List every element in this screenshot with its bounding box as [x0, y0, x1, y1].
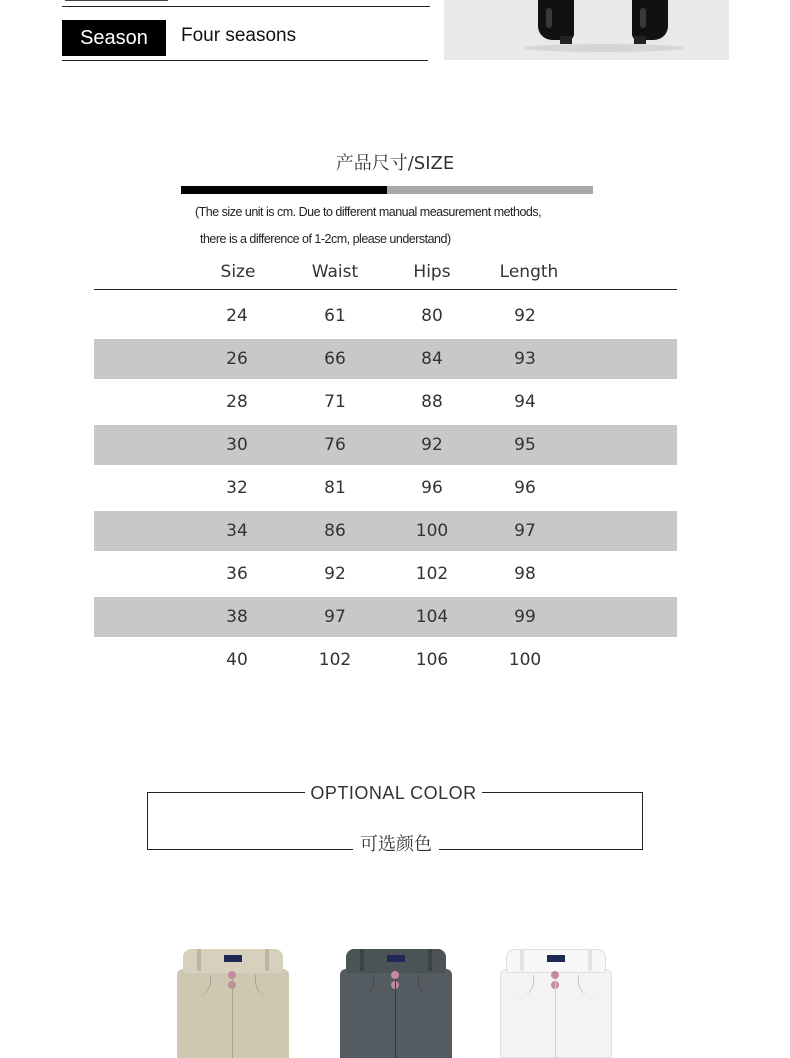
- boots-photo: [444, 0, 729, 60]
- table-row: [94, 554, 677, 594]
- column-header-hips: Hips: [413, 262, 451, 282]
- cell-length: 93: [514, 349, 536, 369]
- cell-size: 38: [226, 607, 248, 627]
- cell-waist: 61: [324, 306, 346, 326]
- table-row: [94, 640, 677, 680]
- table-row: [94, 468, 677, 508]
- cell-size: 30: [226, 435, 248, 455]
- cell-size: 36: [226, 564, 248, 584]
- cell-waist: 66: [324, 349, 346, 369]
- divider: [65, 0, 168, 1]
- cell-hips: 104: [415, 607, 449, 627]
- cell-hips: 88: [421, 392, 443, 412]
- season-label: Season: [62, 20, 166, 56]
- size-note-line1: (The size unit is cm. Due to different manual measurement methods,: [195, 205, 542, 219]
- size-note-line2: there is a difference of 1-2cm, please understand): [200, 232, 451, 246]
- size-note: [195, 199, 615, 253]
- brand-label: [387, 955, 405, 962]
- pants-white-image: [500, 945, 612, 1058]
- cell-length: 100: [508, 650, 542, 670]
- cell-size: 34: [226, 521, 248, 541]
- cell-hips: 100: [415, 521, 449, 541]
- table-row: [94, 339, 677, 379]
- optional-color-title: OPTIONAL COLOR: [305, 780, 482, 806]
- season-value: Four seasons: [181, 25, 297, 46]
- cell-waist: 86: [324, 521, 346, 541]
- size-table-header: [94, 258, 677, 290]
- photo-shadow: [524, 44, 684, 52]
- table-row: [94, 425, 677, 465]
- column-header-length: Length: [499, 262, 559, 282]
- pants-grey-image: [340, 945, 452, 1058]
- cell-size: 40: [226, 650, 248, 670]
- cell-length: 95: [514, 435, 536, 455]
- cell-waist: 71: [324, 392, 346, 412]
- cell-waist: 97: [324, 607, 346, 627]
- cell-size: 24: [226, 306, 248, 326]
- cell-hips: 96: [421, 478, 443, 498]
- title-bar-dark: [181, 186, 387, 194]
- cell-length: 99: [514, 607, 536, 627]
- cell-length: 92: [514, 306, 536, 326]
- pants-beige-image: [177, 945, 289, 1058]
- cell-length: 97: [514, 521, 536, 541]
- cell-length: 98: [514, 564, 536, 584]
- cell-waist: 76: [324, 435, 346, 455]
- column-header-waist: Waist: [311, 262, 359, 282]
- divider: [62, 60, 428, 61]
- cell-hips: 80: [421, 306, 443, 326]
- table-row: [94, 382, 677, 422]
- brand-label: [547, 955, 565, 962]
- brand-label: [224, 955, 242, 962]
- size-title: 产品尺寸/SIZE: [335, 153, 455, 174]
- boot-left: [538, 0, 574, 40]
- optional-color-subtitle: 可选颜色: [353, 832, 439, 858]
- cell-hips: 84: [421, 349, 443, 369]
- table-row: [94, 597, 677, 637]
- cell-size: 28: [226, 392, 248, 412]
- column-header-size: Size: [220, 262, 256, 282]
- boot-right: [632, 0, 668, 40]
- cell-waist: 92: [324, 564, 346, 584]
- cell-hips: 102: [415, 564, 449, 584]
- cell-waist: 81: [324, 478, 346, 498]
- cell-size: 32: [226, 478, 248, 498]
- cell-hips: 92: [421, 435, 443, 455]
- divider: [62, 6, 430, 7]
- table-row: [94, 296, 677, 336]
- title-bar-light: [387, 186, 593, 194]
- cell-length: 96: [514, 478, 536, 498]
- cell-size: 26: [226, 349, 248, 369]
- cell-length: 94: [514, 392, 536, 412]
- table-row: [94, 511, 677, 551]
- cell-waist: 102: [318, 650, 352, 670]
- cell-hips: 106: [415, 650, 449, 670]
